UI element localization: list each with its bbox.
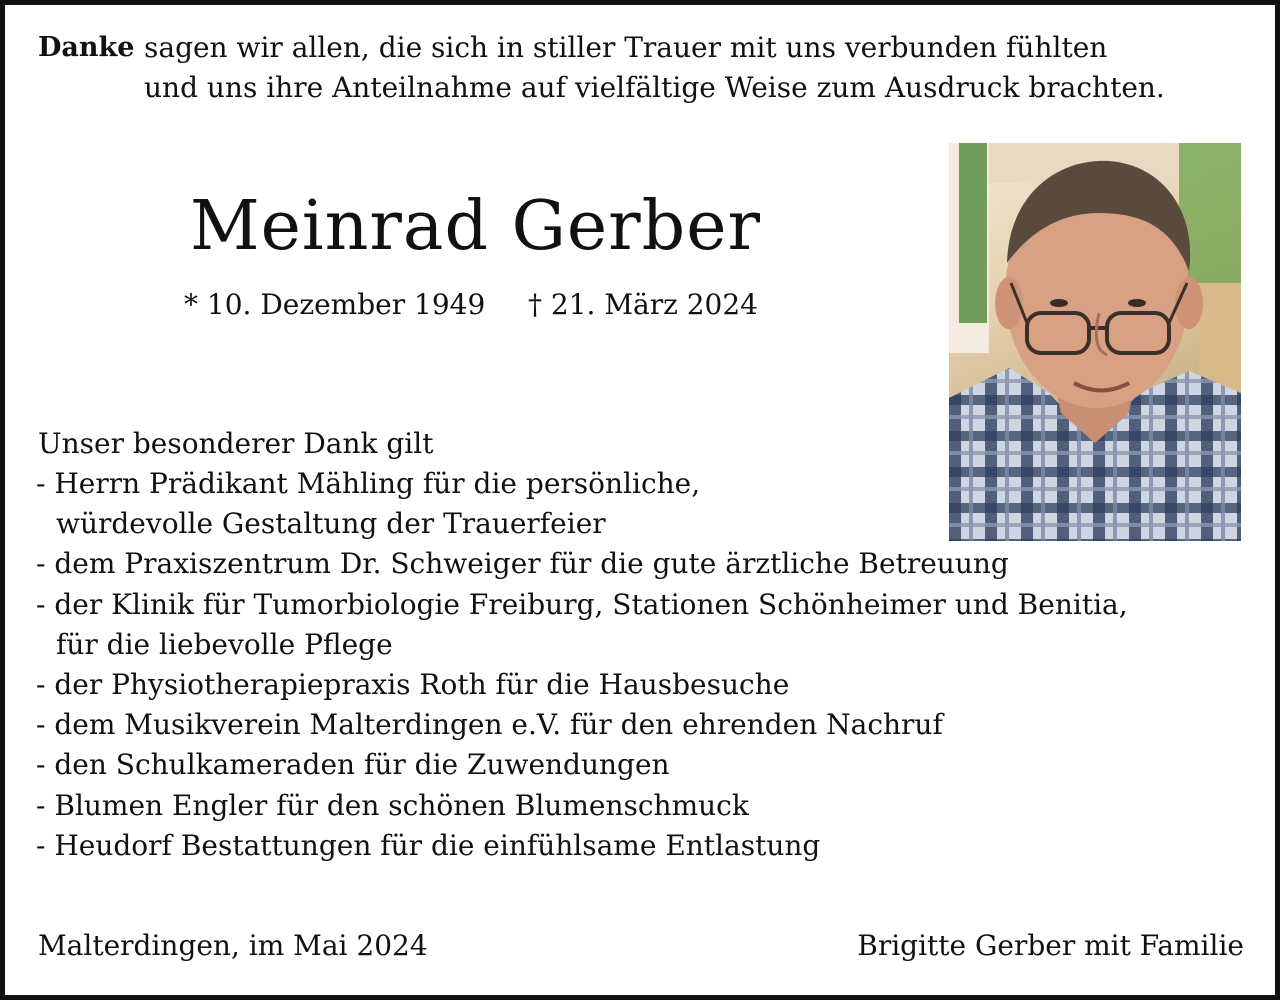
- thanks-item-continuation: für die liebevolle Pflege: [56, 627, 393, 661]
- place-and-date: Malterdingen, im Mai 2024: [38, 929, 428, 962]
- thanks-list: [36, 464, 1128, 866]
- thanks-item: - dem Praxiszentrum Dr. Schweiger für die gute ärztliche Betreuung: [36, 547, 1009, 581]
- intro-line-2: und uns ihre Anteilnahme auf vielfältige Weise zum Ausdruck brachten.: [144, 71, 1165, 104]
- intro-line-1: sagen wir allen, die sich in stiller Trauer mit uns verbunden fühlten: [144, 31, 1108, 64]
- thanks-item: - der Physiotherapiepraxis Roth für die Hausbesuche: [36, 668, 790, 702]
- thanks-item: - der Klinik für Tumorbiologie Freiburg, Stationen Schönheimer und Benitia,: [36, 587, 1128, 621]
- death-date: † 21. März 2024: [528, 288, 758, 321]
- birth-date: * 10. Dezember 1949: [184, 288, 486, 321]
- thanks-heading: Unser besonderer Dank gilt: [38, 427, 434, 460]
- intro-lead-word: Danke: [38, 32, 135, 63]
- thanks-item: - dem Musikverein Malterdingen e.V. für den ehrenden Nachruf: [36, 708, 943, 742]
- thanks-item: - den Schulkameraden für die Zuwendungen: [36, 748, 670, 782]
- thanks-item-continuation: würdevolle Gestaltung der Trauerfeier: [56, 507, 606, 541]
- thanks-item: - Herrn Prädikant Mähling für die persönliche,: [36, 467, 701, 500]
- thanks-item: - Heudorf Bestattungen für die einfühlsame Entlastung: [36, 828, 821, 862]
- signature-line: Brigitte Gerber mit Familie: [857, 929, 1244, 962]
- thanks-item: - Blumen Engler für den schönen Blumenschmuck: [36, 788, 749, 822]
- deceased-name: Meinrad Gerber: [190, 187, 761, 266]
